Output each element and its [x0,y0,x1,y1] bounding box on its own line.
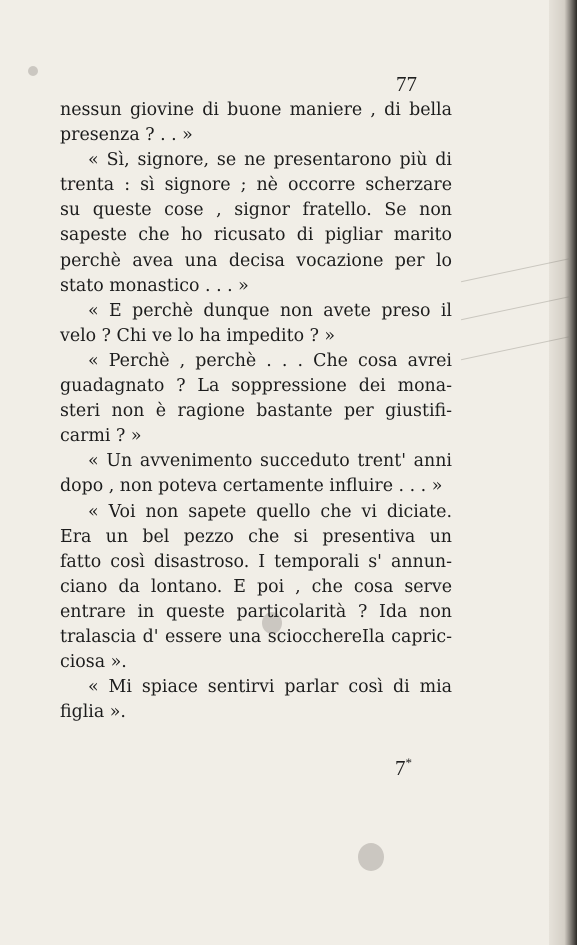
text-line: figlia ». [60,702,126,723]
text-line: « E perchè dunque non avete preso il [88,300,452,321]
text-line: steri non è ragione bastante per giustifi- [60,401,452,422]
text-line: « Perchè , perchè . . . Che cosa avrei [88,350,452,371]
text-line: su queste cose , signor fratello. Se non [60,200,452,221]
text-line: fatto così disastroso. I temporali s' annun- [60,551,452,572]
text-line: dopo , non poteva certamente influire . . . » [60,476,443,497]
text-line: « Un avvenimento succeduto trent' anni [88,451,452,472]
text-line: carmi ? » [60,426,142,447]
page-edge-shadow [549,0,577,945]
text-line: guadagnato ? La soppressione dei mona- [60,376,452,397]
text-line: « Sì, signore, se ne presentarono più di [88,150,452,171]
text-line: velo ? Chi ve lo ha impedito ? » [60,325,336,346]
ink-spot [358,843,384,871]
text-line: tralascia d' essere una sciocchereIla capric- [60,626,452,647]
text-line: ciano da lontano. E poi , che cosa serve [60,576,452,597]
ink-spot [28,66,38,76]
text-line: Era un bel pezzo che si presentiva un [60,526,452,547]
text-line: sapeste che ho ricusato di pigliar marito [60,225,452,246]
text-line: « Voi non sapete quello che vi diciate. [88,501,452,522]
signature-mark: * [405,755,412,770]
text-line: entrare in queste particolarità ? Ida non [60,601,452,622]
signature-number: 7 [395,756,406,780]
text-line: « Mi spiace sentirvi parlar così di mia [88,677,452,698]
text-line: presenza ? . . » [60,125,193,146]
text-line: nessun giovine di buone maniere , di bella [60,100,452,120]
body-text [60,98,452,725]
printer-signature [395,755,412,781]
text-line: ciosa ». [60,652,127,673]
text-line: stato monastico . . . » [60,275,249,296]
text-line: trenta : sì signore ; nè occorre scherzare [60,175,452,196]
text-line: perchè avea una decisa vocazione per lo [60,250,452,271]
page-number: 77 [396,72,417,96]
